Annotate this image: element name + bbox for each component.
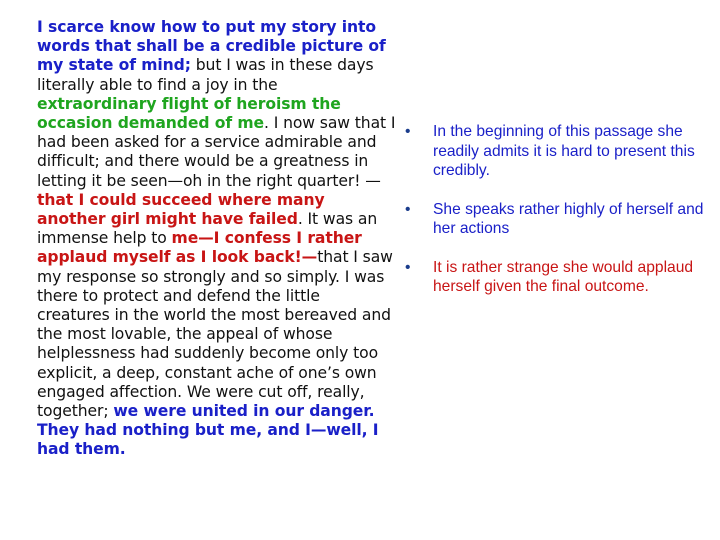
passage-segment-united: we were united in our danger. They had nothing but me, and I—well, I had them. <box>37 402 379 459</box>
bullet-icon: • <box>405 200 411 218</box>
passage-segment-heroism: extraordinary flight of heroism the occasion demanded of me <box>37 94 341 133</box>
passage-segment-joy: but I was in these days literally able to find a joy in the <box>37 56 374 94</box>
passage-segment-protect: that I saw my response so strongly and so simply. I was there to protect and defend the little creatures in the world the most bereaved and the most lovable, the appeal of whose helplessness had suddenly become only too explicit, a deep, constant ache of one’s own engaged affection. We were cut off, really, together; <box>37 248 393 421</box>
passage-segment-credibility: I scarce know how to put my story into words that shall be a credible picture of my state of mind; <box>37 18 386 75</box>
annotation-text: It is rather strange she would applaud herself given the final outcome. <box>433 258 694 295</box>
bullet-icon: • <box>405 258 411 276</box>
passage-segment-help: . It was an immense help to <box>37 210 378 248</box>
annotation-list <box>405 122 705 297</box>
passage-segment-applaud: me—I confess I rather applaud myself as I look back!— <box>37 229 362 267</box>
annotation-item <box>405 122 705 181</box>
annotation-item <box>405 258 705 297</box>
annotation-item <box>405 200 705 239</box>
annotation-text: In the beginning of this passage she readily admits it is hard to present this credibly. <box>433 123 695 179</box>
passage-segment-succeed: that I could succeed where many another girl might have failed <box>37 190 325 229</box>
bullet-icon: • <box>405 123 411 140</box>
annotation-text: She speaks rather highly of herself and her actions <box>433 200 704 237</box>
passage-segment-service: . I now saw that I had been asked for a service admirable and difficult; and there would be a greatness in letting it be seen—oh in the right quarter! — <box>37 114 396 190</box>
novel-passage <box>37 18 397 460</box>
